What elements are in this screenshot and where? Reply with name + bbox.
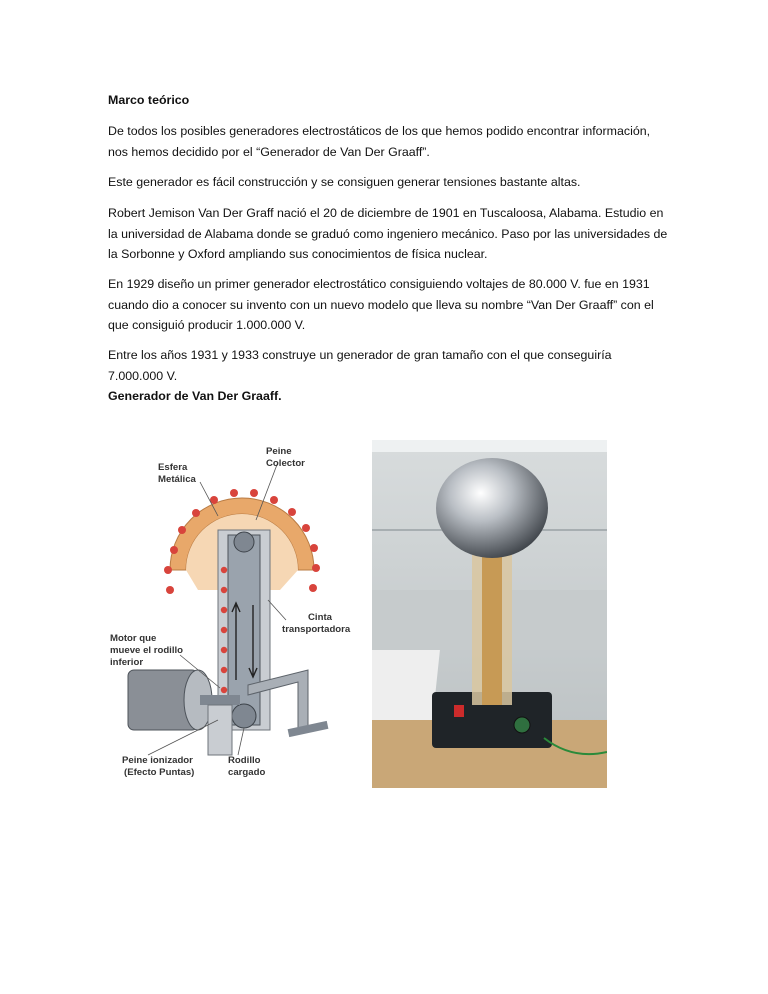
label-motor-3: inferior [110,657,144,668]
label-rodillo-1: Rodillo [228,755,261,766]
van-de-graaff-photo [372,440,607,788]
label-esfera-1: Esfera [158,462,188,473]
label-peine-colector-1: Peine [266,446,292,457]
document-title: Marco teórico [108,93,190,107]
paragraph-5: Entre los años 1931 y 1933 construye un generador de gran tamaño con el que conseguiría 7.000.000 V. [108,348,612,383]
paragraph-2: Este generador es fácil construcción y se consiguen generar tensiones bastante altas. [108,175,581,189]
paragraph-4: En 1929 diseño un primer generador electrostático consiguiendo voltajes de 80.000 V. fue en 1931 cuando dio a conocer su invento con un nuevo modelo que lleva su nombre “Van Der Graaff” con el que consiguió producir 1.000.000 V. [108,277,654,333]
label-esfera-2: Metálica [158,474,196,485]
label-motor-1: Motor que [110,633,157,644]
label-cinta-1: Cinta [308,612,332,623]
section-heading: Generador de Van Der Graaff. [108,389,282,403]
label-rodillo-2: cargado [228,767,266,778]
label-motor-2: mueve el rodillo [110,645,184,656]
ionizer-support [208,705,232,755]
van-de-graaff-diagram [108,420,370,788]
paragraph-3: Robert Jemison Van Der Graff nació el 20 de diciembre de 1901 en Tuscaloosa, Alabama. Estudio en la universidad de Alabama donde se graduó como ingeniero mecánico. Paso por las universidades de la Sorbonne y Oxford ampliando sus conocimientos de física nuclear. [108,206,668,262]
lower-roller [232,704,256,728]
motor-shaft [200,695,240,705]
upper-roller [234,532,254,552]
label-cinta-2: transportadora [282,624,351,635]
paragraph-1: De todos los posibles generadores electrostáticos de los que hemos podido encontrar información, nos hemos decidido por el “Generador de Van Der Graaff”. [108,124,651,159]
label-peine-ionizador-2: (Efecto Puntas) [124,767,195,778]
metal-sphere [436,458,548,558]
label-peine-colector-2: Colector [266,458,305,469]
label-peine-ionizador-1: Peine ionizador [122,755,193,766]
